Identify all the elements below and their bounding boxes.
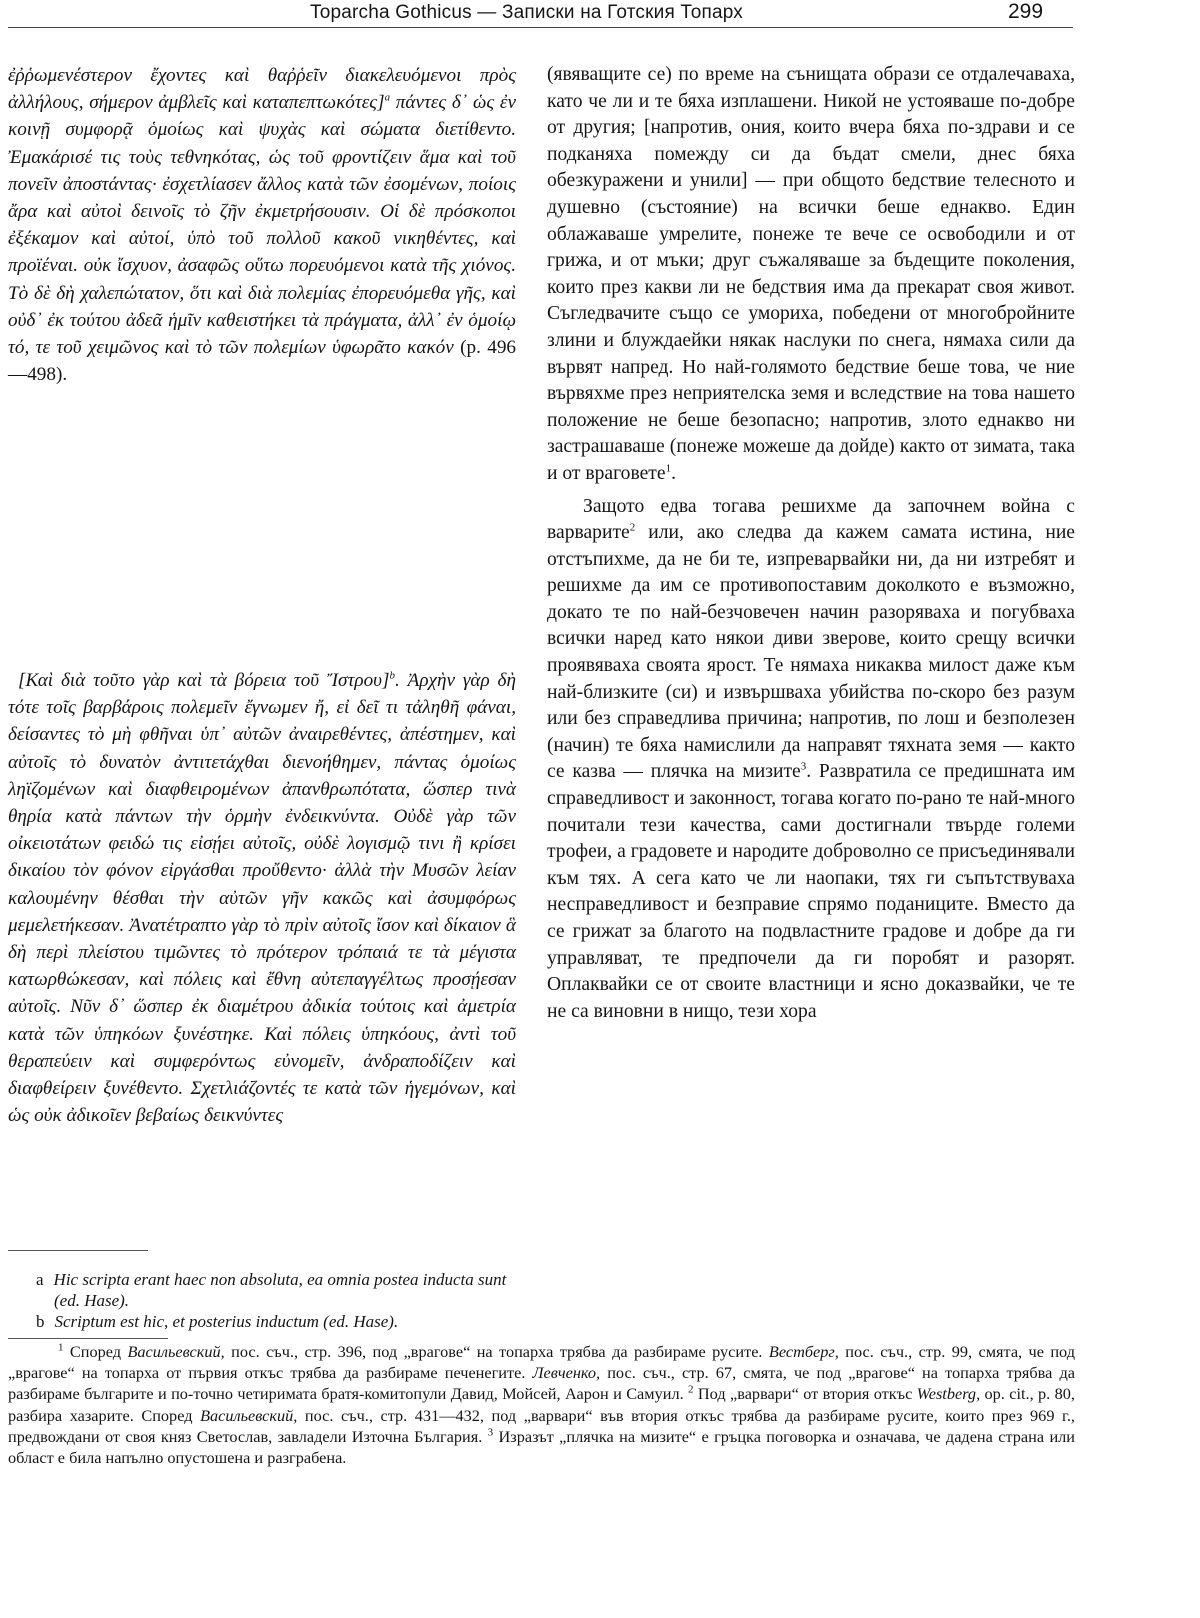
footnote-text: Под „варвари“ от втория откъс [693, 1384, 917, 1404]
page-number: 299 [1008, 0, 1044, 23]
footnote-text: Изразът „плячка на мизите“ е гръцка поговорка и означава, че дадена страна или област е била напълно опустошена и разграбена. [8, 1426, 1075, 1468]
translation-paragraph-2 [547, 494, 1075, 1026]
paragraph-text: Защото едва тогава решихме да започнем война с варварите [547, 495, 1075, 544]
textual-note-b [36, 1311, 528, 1332]
author-name: Westberg, [916, 1384, 981, 1404]
translation-paragraph-1 [547, 62, 1075, 488]
greek-text: [Καὶ διὰ τοῦτο γὰρ καὶ τὰ βόρεια τοῦ Ἴστρου] [18, 670, 390, 691]
footnote-marker-2: 2 [629, 521, 636, 534]
note-label: b [36, 1312, 45, 1331]
footnote-number-1: 1 [58, 1341, 64, 1354]
paragraph-text: (явяващите се) по време на сънищата образи се отдалечаваха, като че ли и те бяха изплашени. Никой не устояваше по-добре от другия; [напротив, ония, които вчера бяха по-здрави и се подканяха помежду си да бъдат смели, днес бяха обезкуражени и унили] — при общото бедствие телесното и душевно (състояние) на всички беше еднакво. Един облажаваше умрелите, понеже те вече се освободили и от грижа, и от мъки; друг съжаляваше за бъдещите поколения, които през какви ли не бедствия има да прекарат своя живот. Съгледвачите също се умориха, победени от многобройните злини и блуждаейки някак наслуки по снега, нямаха сили да вървят напред. Но най-голямото бедствие беше това, че ние вървяхме през неприятелска земя и вследствие на това нашето положение не беше безопасно; напротив, злото еднакво ни застрашаваше (понеже можеше да дойде) както от зимата, така и от враговете [547, 64, 1075, 484]
footnote-text: пос. съч., стр. 99, смята, че под „врагове“ на топарха от първия откъс трябва да разбираме печенегите. [8, 1342, 1076, 1383]
textual-note-a [36, 1269, 528, 1311]
footnote-text: пос. съч., стр. 67, смята, че под „врагове“ на топарха трябва да разбираме българите и по-точно четиримата братя-комитопули Давид, Мойсей, Аарон и Самуил. [8, 1363, 1075, 1404]
greek-passage-2 [8, 667, 516, 1129]
greek-text: . Ἀρχὴν γὰρ δὴ τότε τοῖς βαρβάροις πολεμεῖν ἔγνωμεν ἤ, εἰ δεῖ τι τἀληθῆ φάναι, δείσαντες τὸ μὴ φθῆναι ὑπ᾽ αὐτῶν ἀναιρεθέντες, ἀπέστημεν, καὶ αὐτοῖς τὸ δυνατὸν ἀντιτετάχθαι διενοήθημεν, πάντας ὁμοίως ληϊζομένων καὶ διαφθειρομένων ἀπανθρωπότατα, ὥσπερ τινὰ θηρία κατὰ πάντων τὴν ὁρμὴν ἐνδεικνύντα. Οὐδὲ γὰρ τῶν οἰκειοτάτων φειδώ τις εἰσῄει αὐτοῖς, οὐδὲ λογισμῷ τινι ἢ κρίσει δικαίου τὸν φόνον εἰργάσθαι προὔθεντο· ἀλλὰ τὴν Μυσῶν λείαν καλουμένην θέσθαι τὴν αὐτῶν γῆν κακῶς καὶ ἀσυμφόρως μεμελετήκεσαν. Ἀνατέτραπτο γὰρ τὸ πρὶν αὐτοῖς ἴσον καὶ δίκαιον ἃ δὴ περὶ πλείστου τιμῶντες τὸ πρότερον τρόπαιά τε τὰ μέγιστα κατωρθώκεσαν, καὶ πόλεις καὶ ἔθνη αὐτεπαγγέλτως προσῄεσαν αὐτοῖς. Νῦν δ᾽ ὥσπερ ἐκ διαμέτρου ἀδικία τούτοις καὶ ἀμετρία κατὰ τῶν ὑπηκόων ξυνέστηκε. Καὶ πόλεις ὑπηκόους, ἀντὶ τοῦ θεραπεύειν καὶ συμφερόντως εὐνομεῖν, ἀνδραποδίζειν καὶ διαφθείρειν ξυνέθεντο. Σχετλιάζοντές τε κατὰ τῶν ἡγεμόνων, καὶ ὡς οὐκ ἀδικοῖεν βεβαίως δεικνύντες [8, 670, 516, 1127]
header-rule [8, 27, 1073, 28]
textual-notes [8, 1250, 528, 1332]
footnotes [8, 1338, 1075, 1468]
note-text: Scriptum est hic, et posterius inductum (ed. Hase). [54, 1312, 399, 1331]
note-marker-a: a [384, 91, 391, 104]
footnote-text: Според [63, 1342, 128, 1361]
notes-rule [8, 1250, 148, 1251]
note-marker-b: b [389, 669, 395, 682]
greek-passage-1 [8, 62, 516, 388]
footnote-text: пос. съч., стр. 431—432, под „варвари“ във втория откъс трябва да разбираме русите, които през 969 г., предвождани от своя княз Светослав, завладели Източна България. [8, 1405, 1075, 1446]
greek-text: ἐῤῥωμενέστερον ἔχοντες καὶ θαῤῥεῖν διακελευόμενοι πρὸς ἀλλήλους, σήμερον ἀμβλεῖς καὶ καταπεπτωκότες] [8, 65, 516, 114]
footnote-marker-3: 3 [800, 760, 807, 773]
paragraph-end: . [671, 462, 676, 484]
note-text: Hic scripta erant haec non absoluta, ea omnia postea inducta sunt (ed. Hase). [53, 1270, 507, 1310]
footnote-text: пос. съч., стр. 396, под „врагове“ на топарха трябва да разбираме русите. [224, 1342, 769, 1361]
running-title: Toparcha Gothicus — Записки на Готския Топарх [310, 2, 744, 23]
paragraph-text: . Развратила се предишната им справедливост и законност, тогава когато по-рано те най-много почитали тези качества, сами достигнали твърде големи трофеи, а градовете и народите доброволно се присъединявали към тях. А сега като че ли наопаки, тях ги съпътствуваха несправедливост и безправие спрямо поданиците. Вместо да се грижат за благото на подвластните градове и добре да ги управляват, те предпочели да ги поробят и разорят. Оплаквайки се от своите властници и ясно доказвайки, че те не са виновни в нищо, тези хора [547, 761, 1075, 1022]
footnote-marker-1: 1 [665, 462, 672, 475]
bulgarian-column [547, 62, 1075, 1025]
page-reference: (p. 496—498). [8, 337, 517, 386]
note-label: a [36, 1270, 44, 1289]
greek-column [8, 62, 517, 1127]
footnote-text: op. cit., p. 80, разбира хазарите. Според [8, 1384, 1075, 1425]
footnote-body [8, 1341, 1075, 1468]
author-name: Васильевский, [127, 1342, 225, 1361]
footnote-number-3: 3 [487, 1426, 494, 1439]
author-name: Левченко, [532, 1363, 601, 1383]
footnote-number-2: 2 [688, 1383, 694, 1396]
footnote-rule [8, 1338, 168, 1339]
greek-text: πάντες δ᾽ ὡς ἐν κοινῇ συμφορᾷ ὁμοίως καὶ ψυχὰς καὶ σώματα διετίθεντο. Ἐμακάρισέ τις τοὺς τεθνηκότας, ὡς τοῦ φροντίζειν ἅμα καὶ τοῦ πονεῖν ἀποστάντας· ἐσχετλίασεν ἄλλος κατὰ τῶν ἐσομένων, ποίοις ἄρα καὶ αὐτοὶ δεινοῖς τὸ ζῆν ἐκμετρήσουσιν. Οἱ δὲ πρόσκοποι ἐξέκαμον καὶ αὐτοί, ὑπὸ τοῦ πολλοῦ κακοῦ νικηθέντες, καὶ προϊέναι. οὐκ ἴσχυον, ἀσαφῶς οὕτω πορευόμενοι κατὰ τῆς χιόνος. Τὸ δὲ δὴ χαλεπώτατον, ὅτι καὶ διὰ πολεμίας ἐπορευόμεθα γῆς, καὶ οὐδ᾽ ἐκ τούτου ἀδεᾶ ἡμῖν καθειστήκει τὰ πράγματα, ἀλλ᾽ ἐν ὁμοίῳ τό, τε τοῦ χειμῶνος καὶ τὸ τῶν πολεμίων ὑφωρᾶτο κακόν [8, 92, 516, 359]
author-name: Вестберг, [768, 1342, 839, 1361]
author-name: Васильевский, [200, 1405, 298, 1425]
running-header [0, 0, 1200, 30]
paragraph-text: или, ако следва да кажем самата истина, ние отстъпихме, да не би те, изпреварвайки ни, да ни изтребят и решихме да им се противопоставим доколкото е възможно, докато те по най-безчовечен начин разоряваха и погубваха всички наред като някои диви зверове, които срещу всички проявяваха своята ярост. Те нямаха никаква милост даже към най-близките (си) и извършваха убийства по-скоро без разум или без справедлива причина; напротив, по лош и безполезен (начин) те бяха намислили да направят тяхната земя — както се казва — плячка на мизите [547, 522, 1075, 783]
